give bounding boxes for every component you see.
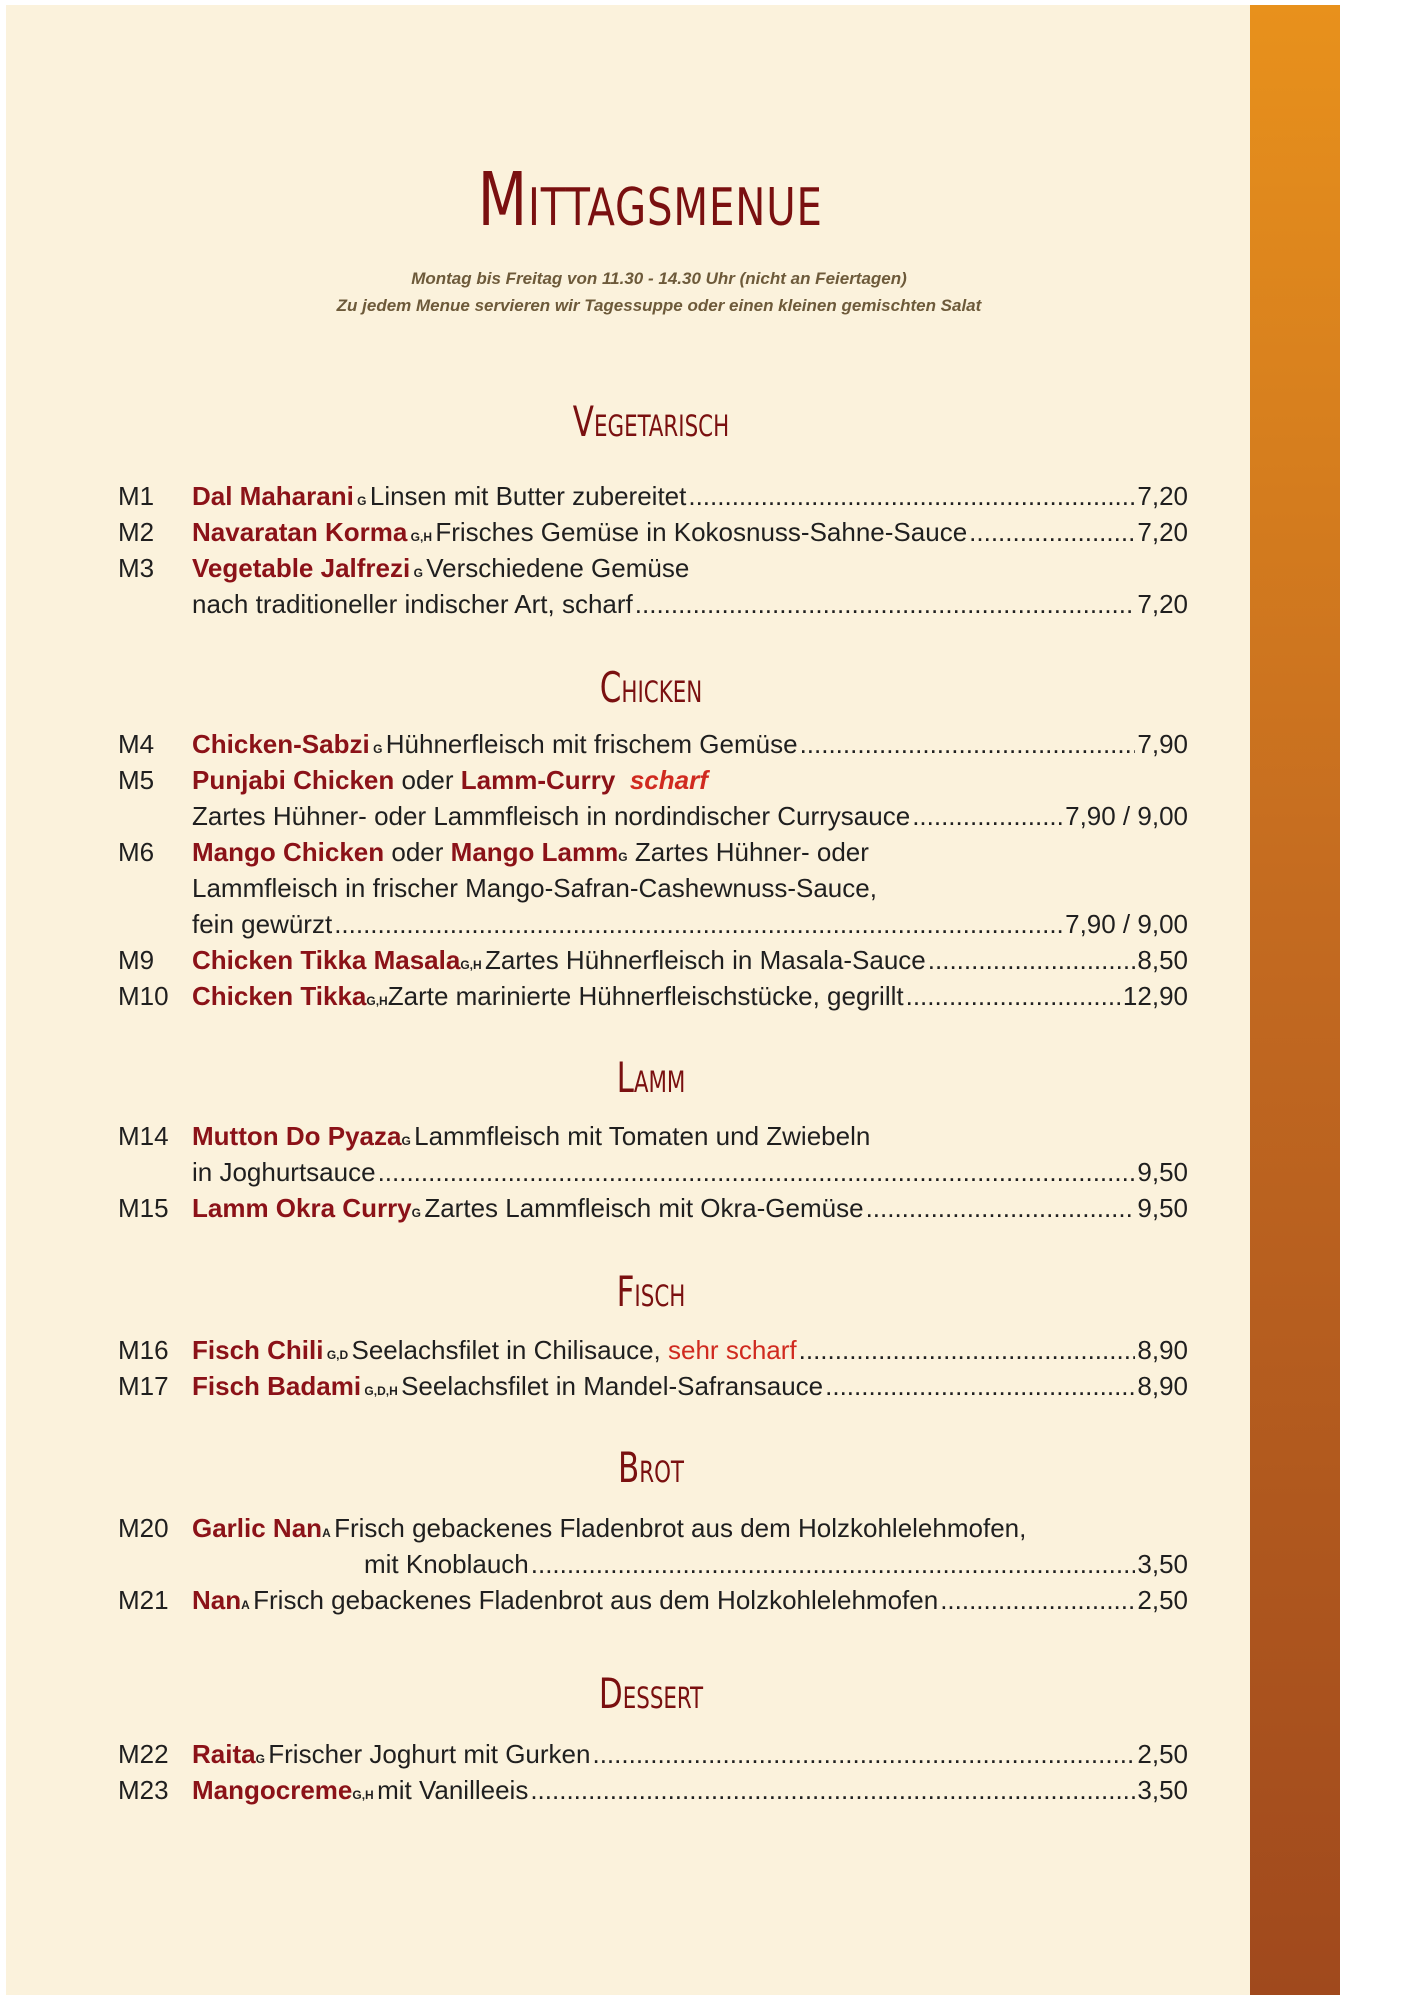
item-description: Zarte marinierte Hühnerfleischstücke, gegrillt <box>387 981 904 1011</box>
allergen-sup: G,H <box>352 1788 374 1802</box>
item-name: Vegetable Jalfrezi <box>192 553 411 583</box>
item-name: Punjabi Chicken <box>192 765 395 795</box>
allergen-sup: G <box>373 742 383 756</box>
item-name: Mango Chicken <box>192 837 385 867</box>
item-code: M23 <box>118 1775 169 1805</box>
item-name: Mutton Do Pyaza <box>192 1121 402 1151</box>
section-title-lamm: Lamm <box>616 1053 686 1102</box>
item-name: Dal Maharani <box>192 481 354 511</box>
item-description: Frisches Gemüse in Kokosnuss-Sahne-Sauce <box>435 517 968 547</box>
item-code: M1 <box>118 481 155 511</box>
leader-dots <box>928 945 1136 976</box>
item-or: oder <box>391 837 444 867</box>
menu-item-m20 <box>118 1513 1188 1547</box>
item-price: 8,50 <box>1137 945 1188 975</box>
menu-item-m14 <box>118 1121 1188 1155</box>
item-description: Frisch gebackenes Fladenbrot aus dem Holzkohlelehmofen <box>253 1585 939 1615</box>
item-description: Zartes Hühner- oder <box>634 837 869 867</box>
item-code: M17 <box>118 1371 169 1401</box>
item-price: 9,50 <box>1137 1157 1188 1187</box>
item-description: Linsen mit Butter zubereitet <box>369 481 687 511</box>
item-code: M4 <box>118 729 155 759</box>
menu-item-m4 <box>118 729 1188 763</box>
item-price: 3,50 <box>1137 1775 1188 1805</box>
item-name: Garlic Nan <box>192 1513 323 1543</box>
allergen-sup: A <box>322 1526 331 1540</box>
leader-dots <box>912 801 1063 832</box>
allergen-sup: A <box>241 1598 250 1612</box>
allergen-sup: G <box>357 494 367 508</box>
item-price: 3,50 <box>1137 1549 1188 1579</box>
spicy-label: scharf <box>629 765 708 795</box>
menu-item-m6-cont <box>118 873 1188 907</box>
item-description: Lammfleisch mit Tomaten und Zwiebeln <box>414 1121 871 1151</box>
item-code: M15 <box>118 1193 169 1223</box>
item-code: M2 <box>118 517 155 547</box>
item-description: mit Vanilleeis <box>377 1775 529 1805</box>
item-name: Fisch Chili <box>192 1335 324 1365</box>
menu-item-m3-cont <box>118 589 1188 623</box>
menu-item-m5-cont <box>118 801 1188 835</box>
allergen-sup: G,H <box>366 994 388 1008</box>
item-name: Raita <box>192 1739 256 1769</box>
item-description: Zartes Hühner- oder Lammfleisch in nordindischer Currysauce <box>192 801 911 831</box>
menu-note: Zu jedem Menue servieren wir Tagessuppe oder einen kleinen gemischten Salat <box>336 296 982 315</box>
item-description: Zartes Hühnerfleisch in Masala-Sauce <box>485 945 926 975</box>
menu-item-m15 <box>118 1193 1188 1227</box>
item-code: M14 <box>118 1121 169 1151</box>
leader-dots <box>940 1585 1135 1616</box>
item-name: Lamm Okra Curry <box>192 1193 412 1223</box>
item-price: 8,90 <box>1137 1335 1188 1365</box>
menu-item-m23 <box>118 1775 1188 1809</box>
menu-item-m22 <box>118 1739 1188 1773</box>
allergen-sup: G <box>401 1134 411 1148</box>
allergen-sup: G <box>411 1206 421 1220</box>
allergen-sup: G <box>413 566 423 580</box>
leader-dots <box>866 1193 1136 1224</box>
item-code: M6 <box>118 837 155 867</box>
item-or: oder <box>401 765 454 795</box>
allergen-sup: G,D,H <box>364 1384 398 1398</box>
item-price: 7,90 / 9,00 <box>1065 909 1188 939</box>
menu-item-m2 <box>118 517 1188 551</box>
item-description-cont: mit Knoblauch <box>364 1549 529 1579</box>
item-code: M22 <box>118 1739 169 1769</box>
item-code: M16 <box>118 1335 169 1365</box>
item-name-alt: Mango Lamm <box>450 837 619 867</box>
opening-hours: Montag bis Freitag von 11.30 - 14.30 Uhr (nicht an Feiertagen) <box>411 269 907 288</box>
menu-item-m21 <box>118 1585 1188 1619</box>
leader-dots <box>906 981 1121 1012</box>
item-name: Chicken-Sabzi <box>192 729 370 759</box>
item-name: Mangocreme <box>192 1775 353 1805</box>
leader-dots <box>969 517 1135 548</box>
item-price: 7,20 <box>1137 517 1188 547</box>
item-description: Frisch gebackenes Fladenbrot aus dem Holzkohlelehmofen, <box>334 1513 1027 1543</box>
page-title: Mittagsmenue <box>477 157 823 243</box>
menu-item-m5 <box>118 765 1188 799</box>
section-title-vegetarisch: Vegetarisch <box>572 397 730 446</box>
allergen-sup: G <box>255 1752 265 1766</box>
item-price: 7,90 <box>1137 729 1188 759</box>
item-description-cont: fein gewürzt <box>192 909 333 939</box>
section-title-brot: Brot <box>617 1443 685 1492</box>
menu-item-m6 <box>118 837 1188 871</box>
menu-item-m14-cont <box>118 1157 1188 1191</box>
allergen-sup: G <box>618 850 628 864</box>
leader-dots <box>334 909 1063 940</box>
menu-item-m10 <box>118 981 1188 1015</box>
item-price: 7,90 / 9,00 <box>1065 801 1188 831</box>
menu-item-m20-cont <box>118 1549 1188 1583</box>
leader-dots <box>530 1775 1135 1806</box>
section-title-fisch: Fisch <box>616 1267 686 1316</box>
spicy-label: sehr scharf <box>668 1335 797 1365</box>
menu-item-m16 <box>118 1335 1188 1369</box>
section-title-dessert: Dessert <box>598 1669 704 1718</box>
menu-item-m1 <box>118 481 1188 515</box>
section-title-chicken: Chicken <box>599 663 703 712</box>
menu-item-m6-cont2 <box>118 909 1188 943</box>
allergen-sup: G,D <box>326 1348 349 1362</box>
item-code: M21 <box>118 1585 169 1615</box>
item-price: 7,20 <box>1137 589 1188 619</box>
item-name: Fisch Badami <box>192 1371 362 1401</box>
item-description-cont: nach traditioneller indischer Art, scharf <box>192 589 633 619</box>
menu-item-m17 <box>118 1371 1188 1405</box>
item-price: 9,50 <box>1137 1193 1188 1223</box>
item-price: 12,90 <box>1122 981 1188 1011</box>
item-code: M9 <box>118 945 155 975</box>
item-description-cont: Lammfleisch in frischer Mango-Safran-Cashewnuss-Sauce, <box>192 873 877 903</box>
item-description-cont: in Joghurtsauce <box>192 1157 376 1187</box>
item-name: Navaratan Korma <box>192 517 408 547</box>
leader-dots <box>799 1335 1136 1366</box>
menu-item-m9 <box>118 945 1188 979</box>
item-name: Chicken Tikka Masala <box>192 945 461 975</box>
item-price: 7,20 <box>1137 481 1188 511</box>
leader-dots <box>378 1157 1136 1188</box>
item-code: M3 <box>118 553 155 583</box>
item-description: Seelachsfilet in Mandel-Safransauce <box>401 1371 824 1401</box>
menu-page <box>6 5 1334 1995</box>
item-description: Zartes Lammfleisch mit Okra-Gemüse <box>424 1193 864 1223</box>
item-name: Nan <box>192 1585 242 1615</box>
item-code: M5 <box>118 765 155 795</box>
item-name-alt: Lamm-Curry <box>460 765 616 795</box>
leader-dots <box>531 1549 1136 1580</box>
item-price: 2,50 <box>1137 1585 1188 1615</box>
leader-dots <box>688 481 1135 512</box>
item-price: 2,50 <box>1137 1739 1188 1769</box>
allergen-sup: G,H <box>460 958 482 972</box>
item-description: Verschiedene Gemüse <box>426 553 690 583</box>
item-description: Seelachsfilet in Chilisauce, <box>351 1335 661 1365</box>
menu-item-m3 <box>118 553 1188 587</box>
allergen-sup: G,H <box>410 530 432 544</box>
leader-dots <box>592 1739 1135 1770</box>
item-code: M20 <box>118 1513 169 1543</box>
leader-dots <box>800 729 1136 760</box>
item-price: 8,90 <box>1137 1371 1188 1401</box>
item-description: Hühnerfleisch mit frischem Gemüse <box>385 729 798 759</box>
item-description: Frischer Joghurt mit Gurken <box>268 1739 591 1769</box>
leader-dots <box>635 589 1136 620</box>
item-code: M10 <box>118 981 169 1011</box>
leader-dots <box>825 1371 1135 1402</box>
item-name: Chicken Tikka <box>192 981 367 1011</box>
